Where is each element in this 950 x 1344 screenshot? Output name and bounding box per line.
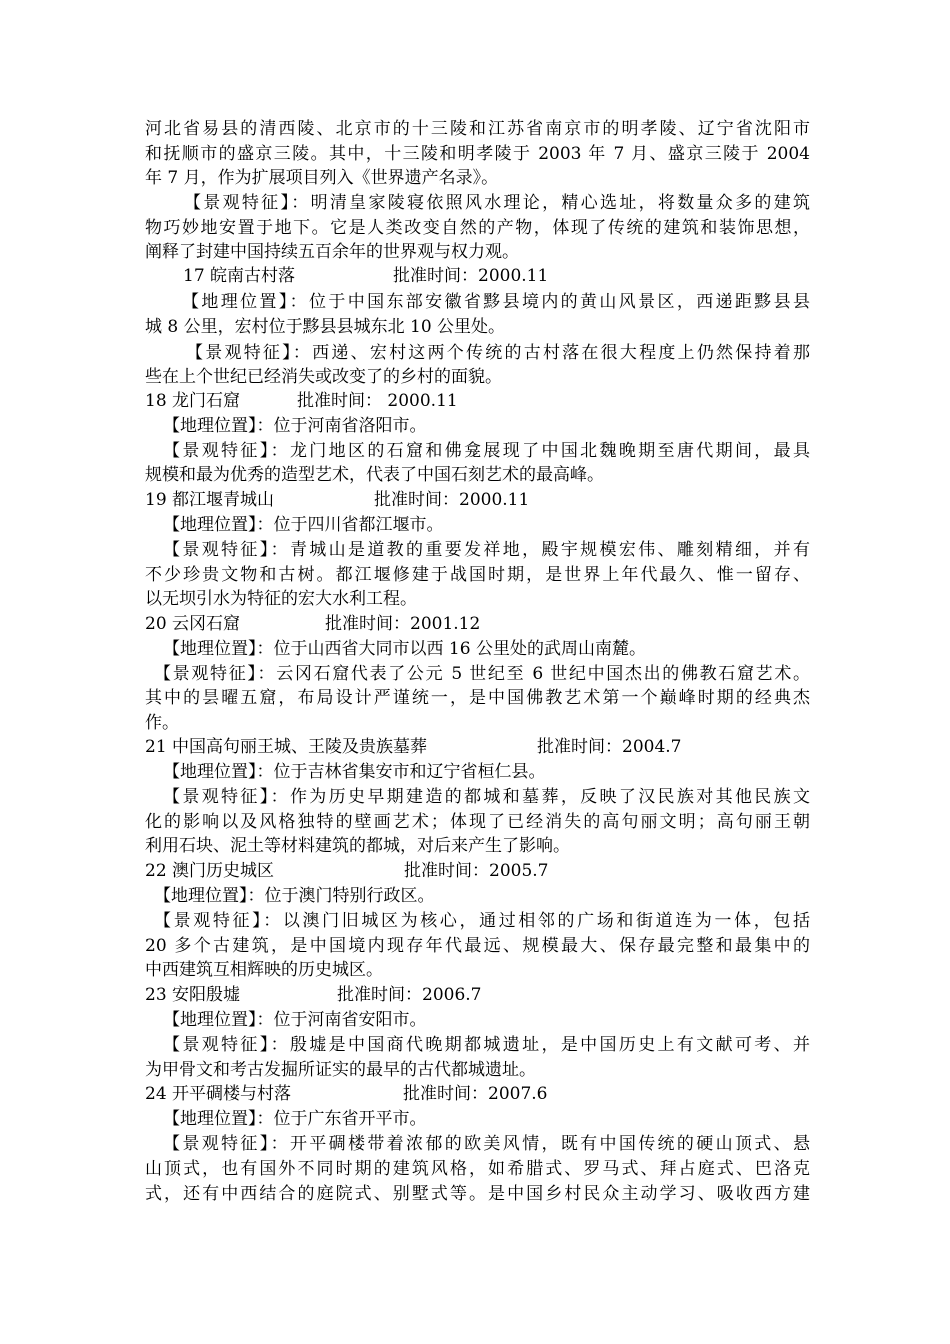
text-line: 河北省易县的清西陵、北京市的十三陵和江苏省南京市的明孝陵、辽宁省沈阳市	[145, 119, 810, 139]
site-title	[145, 488, 810, 512]
site-title	[183, 264, 848, 288]
feature-label: 【景观特征】	[163, 441, 271, 461]
location-text: ：位于河南省洛阳市。	[256, 416, 427, 436]
location-line	[163, 637, 828, 661]
location-text: ：位于吉林省集安市和辽宁省桓仁县。	[256, 762, 546, 782]
feature-label: 【景观特征】	[163, 540, 271, 560]
text-line: 城 8 公里，宏村位于黟县县城东北 10 公里处。	[145, 317, 506, 337]
site-name: 17 皖南古村落	[183, 266, 296, 286]
site-title	[145, 612, 810, 636]
text-line: 和抚顺市的盛京三陵。其中，十三陵和明孝陵于 2003 年 7 月、盛京三陵于 2004	[145, 144, 810, 164]
location-line	[163, 1107, 828, 1131]
approval-time: 批准时间：2007.6	[403, 1084, 548, 1104]
location-line	[163, 414, 828, 438]
site-title	[145, 859, 810, 883]
feature-line	[163, 1132, 810, 1156]
feature-label: 【景观特征】	[163, 787, 271, 807]
location-label: 【地理位置】	[154, 886, 248, 906]
feature-text: ：云冈石窟代表了公元 5 世纪至 6 世纪中国杰出的佛教石窟艺术。	[257, 664, 810, 684]
feature-label: 【景观特征】	[163, 1035, 271, 1055]
feature-line	[163, 538, 810, 562]
location-label: 【地理位置】	[163, 1109, 257, 1129]
location-label: 【地理位置】	[163, 515, 257, 535]
text-line: 以无坝引水为特征的宏大水利工程。	[145, 589, 417, 609]
approval-time: 批准时间：2005.7	[404, 861, 549, 881]
feature-label: 【景观特征】	[154, 664, 258, 684]
text-line: 些在上个世纪已经消失或改变了的乡村的面貌。	[145, 367, 502, 387]
site-title	[145, 983, 810, 1007]
location-text: ：位于山西省大同市以西 16 公里处的武周山南麓。	[256, 639, 646, 659]
approval-time: 批准时间：2004.7	[537, 737, 682, 757]
feature-label: 【景观特征】	[184, 193, 292, 213]
feature-line	[163, 1033, 810, 1057]
text-line: 物巧妙地安置于地下。它是人类改变自然的产物，体现了传统的建筑和装饰思想，	[145, 218, 810, 238]
text-line: 式，还有中西结合的庭院式、别墅式等。是中国乡村民众主动学习、吸收西方建	[145, 1184, 810, 1204]
text-line: 山顶式，也有国外不同时期的建筑风格，如希腊式、罗马式、拜占庭式、巴洛克	[145, 1159, 810, 1179]
site-name: 18 龙门石窟	[145, 391, 241, 411]
site-name: 23 安阳殷墟	[145, 985, 241, 1005]
site-title	[145, 735, 810, 759]
text-line: 20 多个古建筑，是中国境内现存年代最远、规模最大、保存最完整和最集中的	[145, 936, 810, 956]
text-line: 规模和最为优秀的造型艺术，代表了中国石刻艺术的最高峰。	[145, 465, 604, 485]
site-title	[145, 1082, 810, 1106]
feature-text: ：明清皇家陵寝依照风水理论，精心选址，将数量众多的建筑	[291, 193, 810, 213]
feature-line	[184, 191, 810, 215]
location-text: ：位于河南省安阳市。	[256, 1010, 427, 1030]
location-label: 【地理位置】	[163, 762, 257, 782]
approval-time: 批准时间：2001.12	[325, 614, 481, 634]
location-line	[163, 760, 828, 784]
approval-time: 批准时间：2000.11	[393, 266, 549, 286]
location-label: 【地理位置】	[163, 1010, 257, 1030]
feature-line	[154, 662, 810, 686]
location-text: ：位于四川省都江堰市。	[256, 515, 444, 535]
site-name: 20 云冈石窟	[145, 614, 241, 634]
feature-text: ：青城山是道教的重要发祥地，殿宇规模宏伟、雕刻精细，并有	[270, 540, 810, 560]
approval-time: 批准时间： 2000.11	[297, 391, 458, 411]
feature-label: 【景观特征】	[154, 911, 264, 931]
location-line	[163, 1008, 828, 1032]
text-line: 为甲骨文和考古发掘所证实的最早的古代都城遗址。	[145, 1060, 536, 1080]
feature-text: ：龙门地区的石窟和佛龛展现了中国北魏晚期至唐代期间，最具	[270, 441, 810, 461]
location-line	[163, 513, 828, 537]
location-line	[154, 884, 819, 908]
feature-text: ：殷墟是中国商代晚期都城遗址，是中国历史上有文献可考、并	[270, 1035, 810, 1055]
feature-text: ：开平碉楼带着浓郁的欧美风情，既有中国传统的硬山顶式、悬	[270, 1134, 810, 1154]
text-line: 化的影响以及风格独特的壁画艺术；体现了已经消失的高句丽文明；高句丽王朝	[145, 812, 810, 832]
location-label: 【地理位置】	[182, 292, 290, 312]
text-line: 年 7 月，作为扩展项目列入《世界遗产名录》。	[145, 168, 499, 188]
location-label: 【地理位置】	[163, 416, 257, 436]
text-line: 作。	[145, 713, 179, 733]
text-line: 中西建筑互相辉映的历史城区。	[145, 960, 383, 980]
text-line: 阐释了封建中国持续五百余年的世界观与权力观。	[145, 242, 519, 262]
feature-line	[154, 909, 810, 933]
text-line: 利用石块、泥土等材料建筑的都城，对后来产生了影响。	[145, 836, 570, 856]
feature-line	[163, 439, 810, 463]
feature-label: 【景观特征】	[163, 1134, 271, 1154]
location-text: ：位于广东省开平市。	[256, 1109, 427, 1129]
feature-line	[163, 785, 810, 809]
feature-line	[186, 341, 810, 365]
site-name: 21 中国高句丽王城、王陵及贵族墓葬	[145, 737, 428, 757]
feature-text: ：作为历史早期建造的都城和墓葬，反映了汉民族对其他民族文	[270, 787, 810, 807]
site-name: 24 开平碉楼与村落	[145, 1084, 292, 1104]
feature-text: ：西递、宏村这两个传统的古村落在很大程度上仍然保持着那	[292, 343, 810, 363]
approval-time: 批准时间：2006.7	[337, 985, 482, 1005]
text-line: 其中的昙曜五窟，布局设计严谨统一，是中国佛教艺术第一个巅峰时期的经典杰	[145, 688, 810, 708]
location-label: 【地理位置】	[163, 639, 257, 659]
site-name: 22 澳门历史城区	[145, 861, 275, 881]
approval-time: 批准时间：2000.11	[374, 490, 530, 510]
feature-text: ：以澳门旧城区为核心，通过相邻的广场和街道连为一体，包括	[263, 911, 810, 931]
location-line	[182, 290, 810, 314]
feature-label: 【景观特征】	[186, 343, 293, 363]
location-text: ：位于中国东部安徽省黟县境内的黄山风景区，西递距黟县县	[289, 292, 810, 312]
site-name: 19 都江堰青城山	[145, 490, 275, 510]
location-text: ：位于澳门特别行政区。	[247, 886, 435, 906]
text-line: 不少珍贵文物和古树。都江堰修建于战国时期，是世界上年代最久、惟一留存、	[145, 565, 810, 585]
site-title	[145, 389, 810, 413]
